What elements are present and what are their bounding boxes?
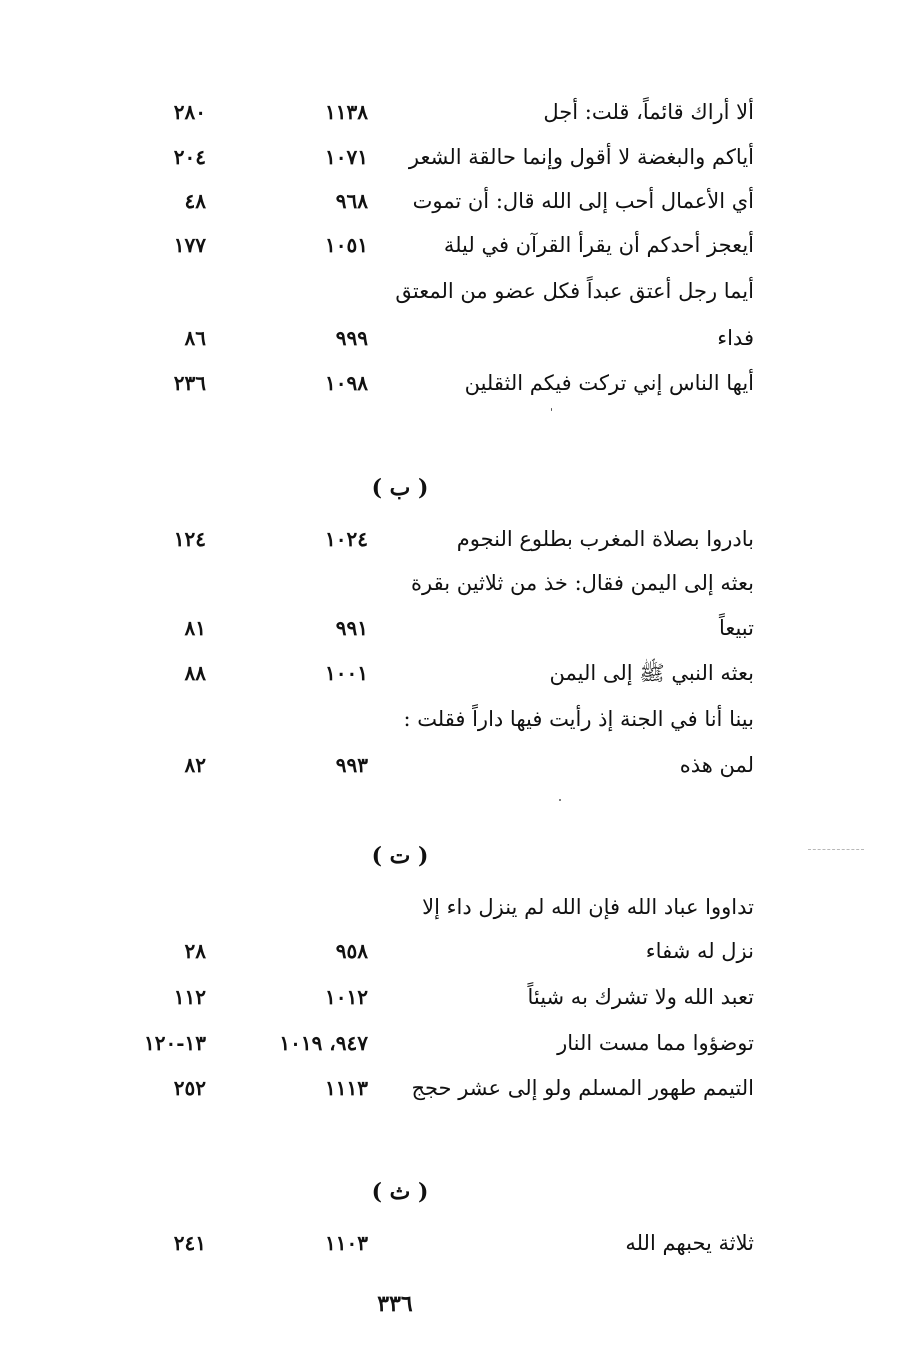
hadith-text: أياكم والبغضة لا أقول وإنما حالقة الشعر <box>408 145 754 169</box>
hadith-text: بينا أنا في الجنة إذ رأيت فيها داراً فقلت : <box>403 707 754 731</box>
index-entry <box>0 1064 924 1112</box>
index-entry <box>0 314 924 362</box>
page-reference: ١١٢ <box>173 985 206 1009</box>
hadith-text: ثلاثة يحبهم الله <box>625 1231 754 1255</box>
index-entry <box>0 559 924 607</box>
section-heading-tha: ( ث ) <box>371 1179 429 1205</box>
hadith-reference-number: ١٠٢٤ <box>325 527 368 551</box>
hadith-reference-number: ٩٤٧، ١٠١٩ <box>279 1031 368 1055</box>
page-reference: ٢٨ <box>184 939 206 963</box>
index-entry <box>0 221 924 269</box>
section-heading-ta: ( ت ) <box>371 843 429 869</box>
page-reference: ٢٣٦ <box>173 371 206 395</box>
scan-speck <box>559 799 561 801</box>
page-reference: ٢٨٠ <box>173 100 206 124</box>
hadith-text: أيما رجل أعتق عبداً فكل عضو من المعتق <box>395 279 754 303</box>
hadith-reference-number: ١١٠٣ <box>325 1231 368 1255</box>
index-entry <box>0 267 924 315</box>
hadith-text: أي الأعمال أحب إلى الله قال: أن تموت <box>412 189 754 213</box>
hadith-reference-number: ٩٦٨ <box>335 189 368 213</box>
index-entry <box>0 695 924 743</box>
hadith-reference-number: ١٠١٢ <box>325 985 368 1009</box>
hadith-text: ألا أراك قائماً، قلت: أجل <box>543 100 754 124</box>
hadith-reference-number: ٩٩١ <box>335 616 368 640</box>
hadith-text: التيمم طهور المسلم ولو إلى عشر حجج <box>411 1076 754 1100</box>
index-entry <box>0 88 924 136</box>
hadith-text: بعثه إلى اليمن فقال: خذ من ثلاثين بقرة <box>411 571 754 595</box>
page-number: ٣٣٦ <box>377 1291 413 1317</box>
hadith-text: لمن هذه <box>679 753 754 777</box>
index-entry <box>0 177 924 225</box>
index-entry <box>0 883 924 931</box>
index-entry <box>0 1219 924 1267</box>
index-entry <box>0 359 924 407</box>
hadith-text: بعثه النبي ﷺ إلى اليمن <box>549 661 754 685</box>
hadith-reference-number: ٩٩٩ <box>335 326 368 350</box>
index-entry <box>0 604 924 652</box>
page-reference: ١٧٧ <box>173 233 206 257</box>
page-reference: ٢٤١ <box>173 1231 206 1255</box>
scan-speck <box>551 408 552 411</box>
hadith-reference-number: ١٠٧١ <box>325 145 368 169</box>
hadith-text: نزل له شفاء <box>645 939 754 963</box>
index-entry <box>0 1019 924 1067</box>
hadith-reference-number: ١٠٥١ <box>325 233 368 257</box>
hadith-reference-number: ١١٣٨ <box>325 100 368 124</box>
hadith-text: توضؤوا مما مست النار <box>557 1031 754 1055</box>
index-entry <box>0 515 924 563</box>
page-reference: ٨٦ <box>184 326 206 350</box>
section-heading-ba: ( ب ) <box>371 475 429 501</box>
page-reference: ٤٨ <box>184 189 206 213</box>
hadith-text: تداووا عباد الله فإن الله لم ينزل داء إلا <box>422 895 754 919</box>
index-entry <box>0 927 924 975</box>
scan-edge-mark <box>808 849 864 851</box>
page-reference: ٨٢ <box>184 753 206 777</box>
hadith-text: فداء <box>717 326 754 350</box>
hadith-reference-number: ١١١٣ <box>325 1076 368 1100</box>
hadith-reference-number: ١٠٩٨ <box>325 371 368 395</box>
page-reference: ٨١ <box>184 616 206 640</box>
index-entry <box>0 741 924 789</box>
index-entry <box>0 133 924 181</box>
hadith-text: أيها الناس إني تركت فيكم الثقلين <box>464 371 754 395</box>
hadith-text: أيعجز أحدكم أن يقرأ القرآن في ليلة <box>443 233 754 257</box>
page-reference: ٢٠٤ <box>173 145 206 169</box>
index-entry <box>0 973 924 1021</box>
hadith-reference-number: ٩٥٨ <box>335 939 368 963</box>
page-reference: ٢٥٢ <box>173 1076 206 1100</box>
hadith-reference-number: ١٠٠١ <box>325 661 368 685</box>
index-entry <box>0 649 924 697</box>
page-reference: ٨٨ <box>184 661 206 685</box>
page-reference: ١٢٤ <box>173 527 206 551</box>
hadith-reference-number: ٩٩٣ <box>335 753 368 777</box>
page-reference: ١٣-١٢٠ <box>143 1031 206 1055</box>
hadith-text: تعبد الله ولا تشرك به شيئاً <box>527 985 754 1009</box>
hadith-text: تبيعاً <box>718 616 754 640</box>
hadith-text: بادروا بصلاة المغرب بطلوع النجوم <box>456 527 754 551</box>
